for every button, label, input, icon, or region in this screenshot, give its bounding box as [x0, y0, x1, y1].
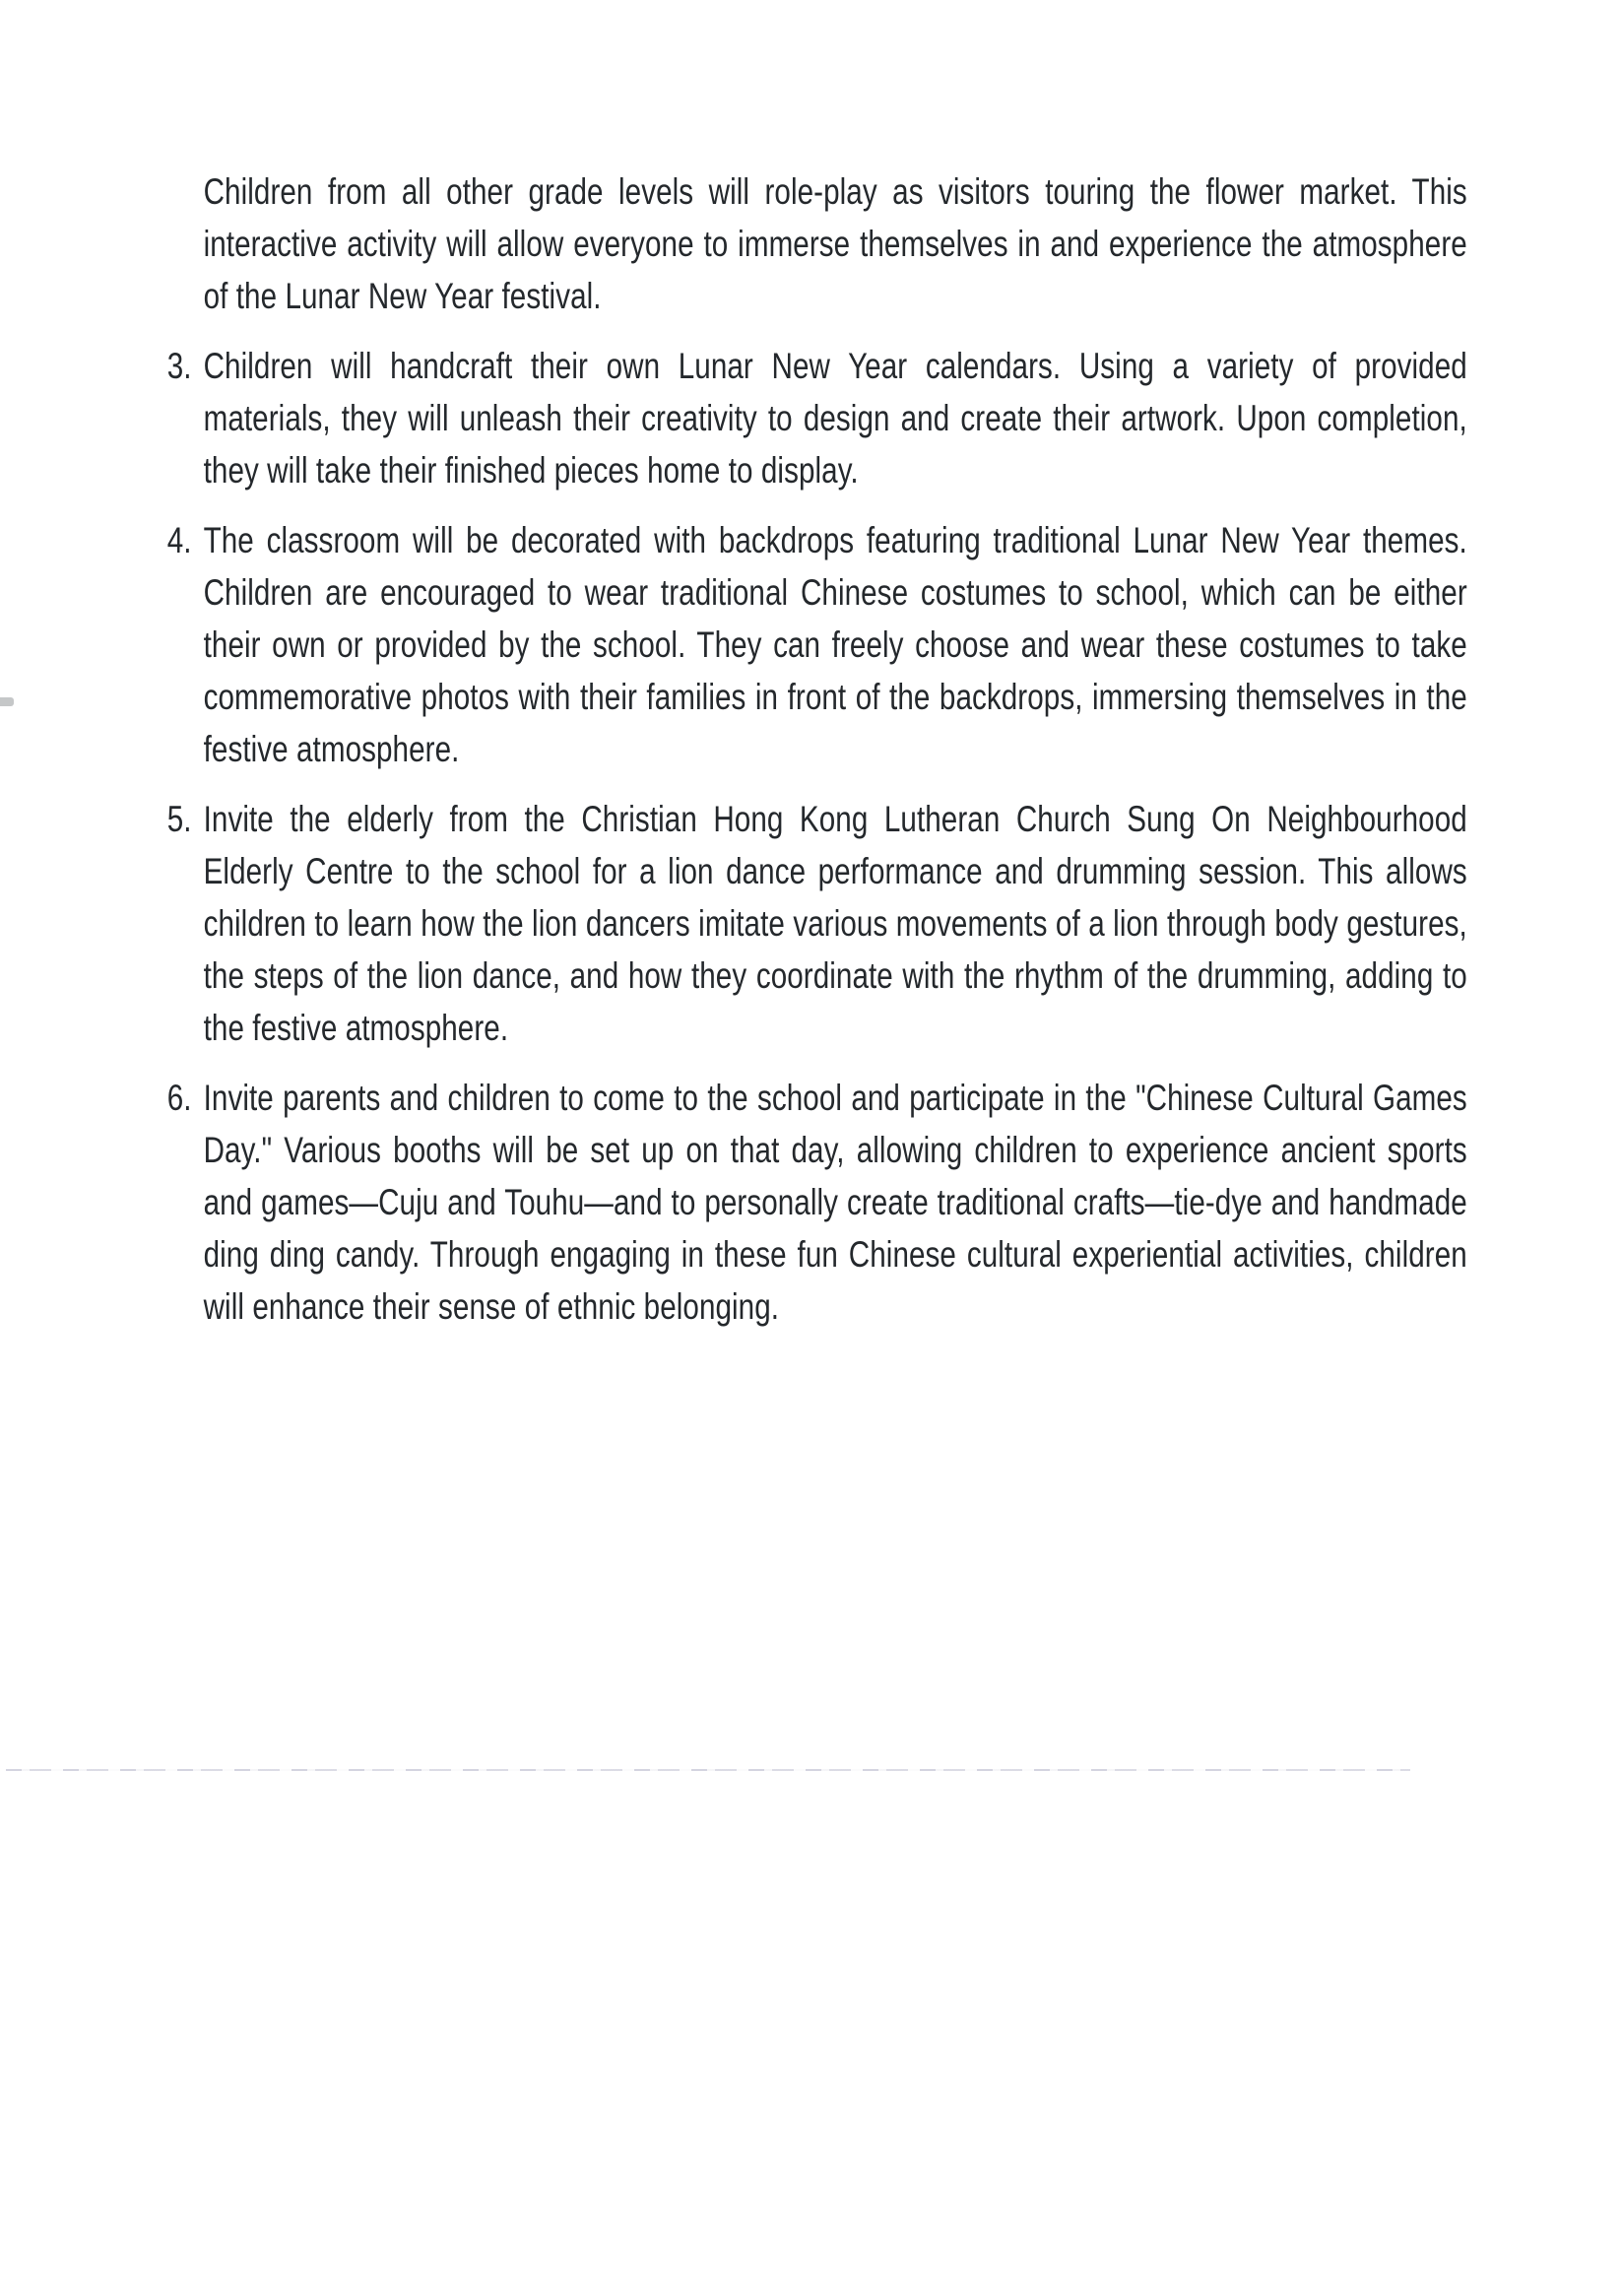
- list-item-6-number: 6.: [166, 1078, 192, 1118]
- list-item-3-number: 3.: [166, 346, 192, 386]
- list-item-4: [162, 514, 1467, 775]
- text-block: [162, 165, 1621, 1350]
- list-item-3: [162, 340, 1467, 496]
- intro-paragraph: Children from all other grade levels will role-play as visitors touring the flower market. This interactive activity will allow everyone to immerse themselves in and experience the atmosphere of the Lunar New Year festival.: [203, 171, 1467, 316]
- scan-artifact-edge-dash: [0, 697, 14, 706]
- list-item-6-text: Invite parents and children to come to the school and participate in the "Chinese Cultural Games Day." Various booths will be set up on that day, allowing children to experience ancient sports and games—Cuju and Touhu—and to personally create traditional crafts—tie-dye and handmade ding ding candy. Through engaging in these fun Chinese cultural experiential activities, children will enhance their sense of ethnic belonging.: [203, 1078, 1467, 1327]
- list-item-6: [162, 1072, 1467, 1333]
- list-item-4-text: The classroom will be decorated with backdrops featuring traditional Lunar New Year themes. Children are encouraged to wear traditional Chinese costumes to school, which can be either their own or provided by the school. They can freely choose and wear these costumes to take commemorative photos with their families in front of the backdrops, immersing themselves in the festive atmosphere.: [203, 520, 1467, 769]
- list-item-5: [162, 793, 1467, 1054]
- list-item-4-number: 4.: [166, 520, 192, 560]
- list-item-5-number: 5.: [166, 799, 192, 839]
- text-column: [162, 165, 1467, 1333]
- scan-artifact-line: [6, 1769, 1410, 1771]
- list-item-5-text: Invite the elderly from the Christian Hong Kong Lutheran Church Sung On Neighbourhood Elderly Centre to the school for a lion dance performance and drumming session. This allows children to learn how the lion dancers imitate various movements of a lion through body gestures, the steps of the lion dance, and how they coordinate with the rhythm of the drumming, adding to the festive atmosphere.: [203, 799, 1467, 1048]
- list-item-3-text: Children will handcraft their own Lunar New Year calendars. Using a variety of provided materials, they will unleash their creativity to design and create their artwork. Upon completion, they will take their finished pieces home to display.: [203, 346, 1467, 491]
